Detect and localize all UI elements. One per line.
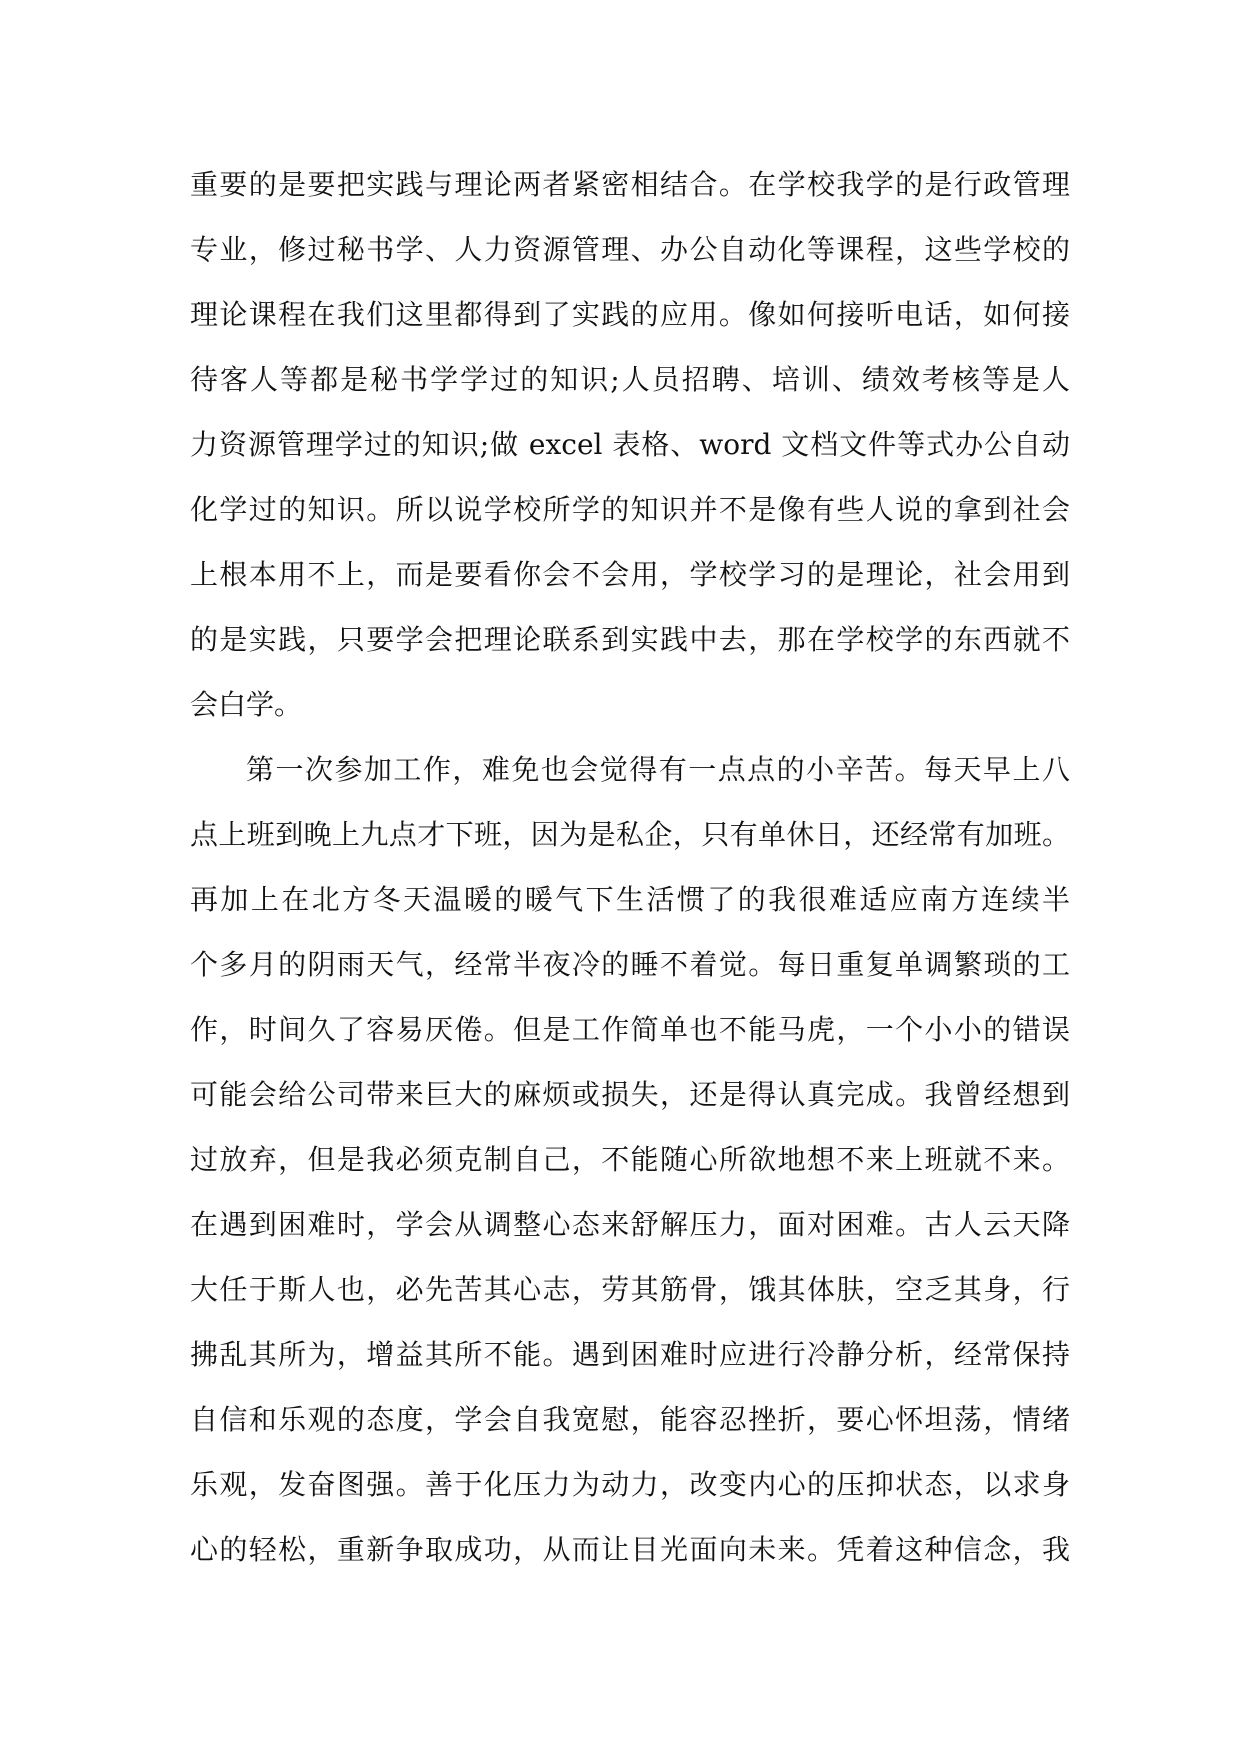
body-text bbox=[190, 157, 1070, 1587]
text-line: 作，时间久了容易厌倦。但是工作简单也不能马虎，一个小小的错误 bbox=[190, 1013, 1070, 1046]
text-line: 会白学。 bbox=[190, 688, 303, 721]
text-line: 专业，修过秘书学、人力资源管理、办公自动化等课程，这些学校的 bbox=[190, 233, 1070, 266]
text-line: 在遇到困难时，学会从调整心态来舒解压力，面对困难。古人云天降 bbox=[190, 1208, 1070, 1241]
text-line: 大任于斯人也，必先苦其心志，劳其筋骨，饿其体肤，空乏其身，行 bbox=[190, 1273, 1070, 1306]
text-line: 化学过的知识。所以说学校所学的知识并不是像有些人说的拿到社会 bbox=[190, 493, 1070, 526]
text-line: 过放弃，但是我必须克制自己，不能随心所欲地想不来上班就不来。 bbox=[190, 1143, 1070, 1176]
text-line: 心的轻松，重新争取成功，从而让目光面向未来。凭着这种信念，我 bbox=[190, 1533, 1070, 1566]
text-line: 力资源管理学过的知识;做 excel 表格、word 文档文件等式办公自动 bbox=[190, 428, 1070, 461]
text-line: 再加上在北方冬天温暖的暖气下生活惯了的我很难适应南方连续半 bbox=[190, 883, 1070, 916]
text-line: 待客人等都是秘书学学过的知识;人员招聘、培训、绩效考核等是人 bbox=[190, 363, 1070, 396]
text-line: 自信和乐观的态度，学会自我宽慰，能容忍挫折，要心怀坦荡，情绪 bbox=[190, 1403, 1070, 1436]
text-line: 拂乱其所为，增益其所不能。遇到困难时应进行冷静分析，经常保持 bbox=[190, 1338, 1070, 1371]
text-line: 点上班到晚上九点才下班，因为是私企，只有单休日，还经常有加班。 bbox=[190, 818, 1070, 851]
text-line: 个多月的阴雨天气，经常半夜冷的睡不着觉。每日重复单调繁琐的工 bbox=[190, 948, 1070, 981]
paragraph-start-line: 第一次参加工作，难免也会觉得有一点点的小辛苦。每天早上八 bbox=[246, 753, 1070, 786]
text-line: 上根本用不上，而是要看你会不会用，学校学习的是理论，社会用到 bbox=[190, 558, 1070, 591]
text-line: 重要的是要把实践与理论两者紧密相结合。在学校我学的是行政管理 bbox=[190, 168, 1070, 201]
text-line: 理论课程在我们这里都得到了实践的应用。像如何接听电话，如何接 bbox=[190, 298, 1070, 331]
text-line: 可能会给公司带来巨大的麻烦或损失，还是得认真完成。我曾经想到 bbox=[190, 1078, 1070, 1111]
text-line: 乐观，发奋图强。善于化压力为动力，改变内心的压抑状态，以求身 bbox=[190, 1468, 1070, 1501]
text-line: 的是实践，只要学会把理论联系到实践中去，那在学校学的东西就不 bbox=[190, 623, 1070, 656]
